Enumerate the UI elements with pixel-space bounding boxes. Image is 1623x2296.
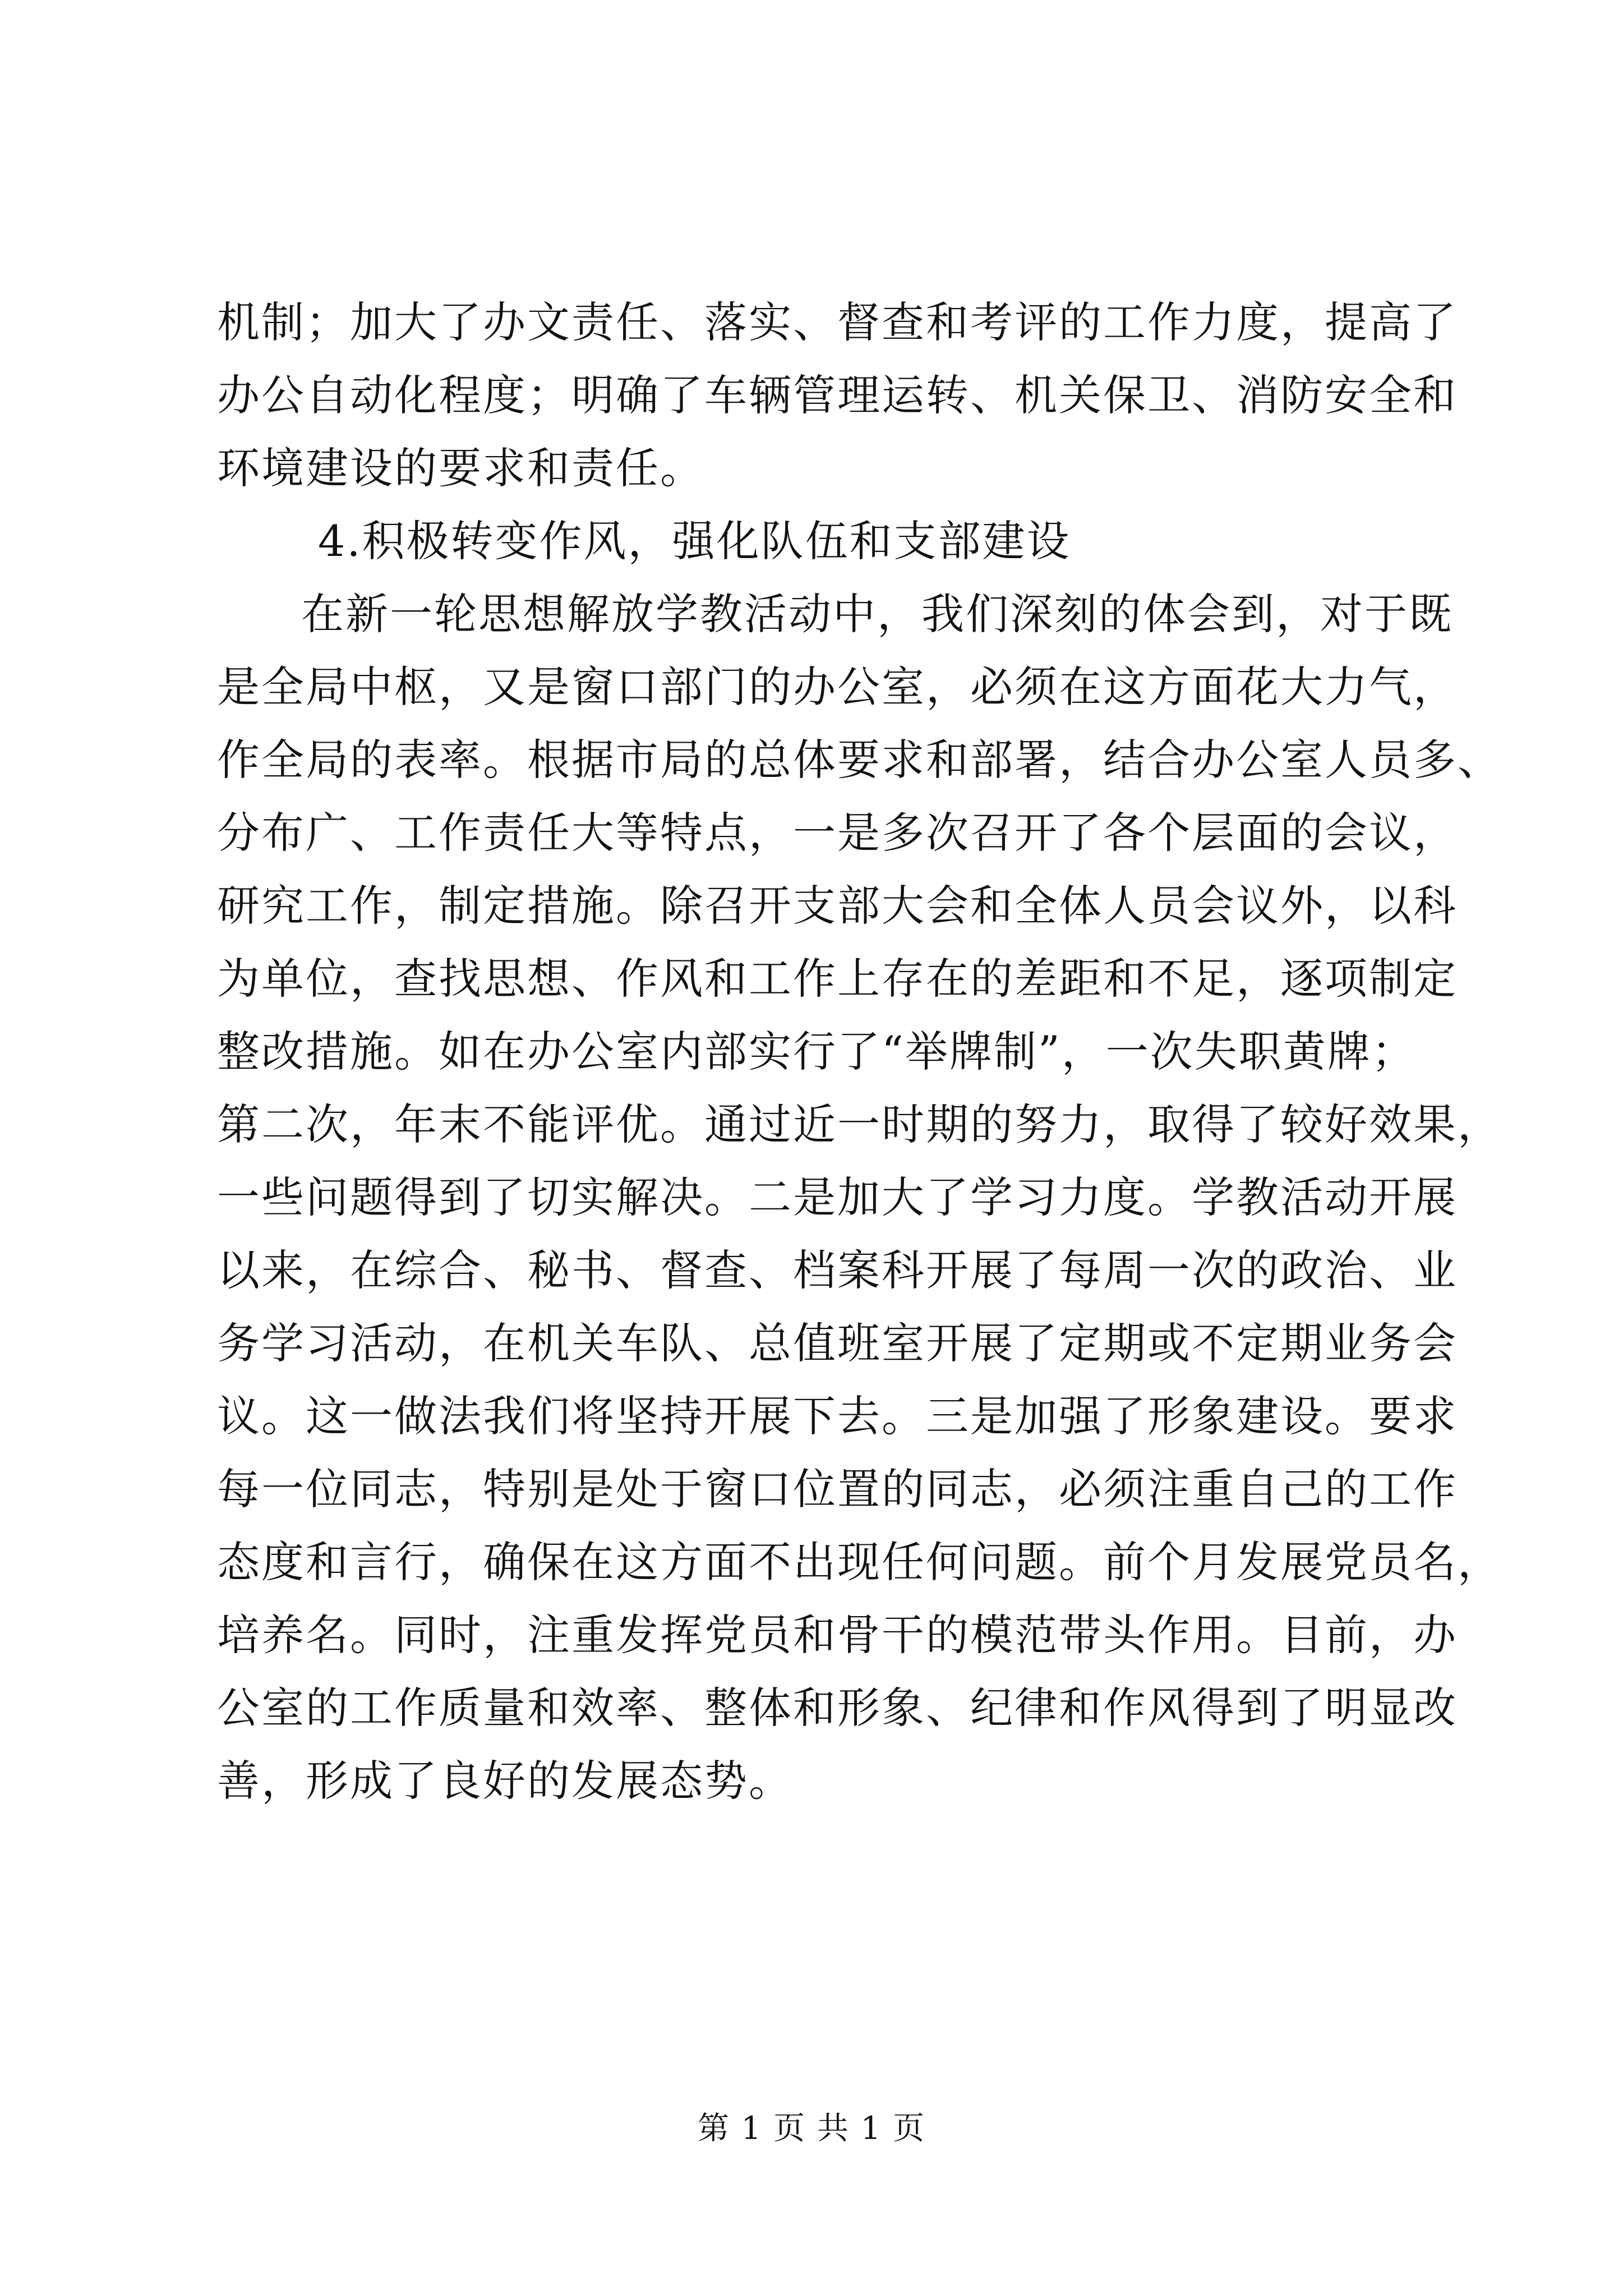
text-line: 一些问题得到了切实解决。二是加大了学习力度。学教活动开展 xyxy=(217,1172,1458,1222)
text-line: 议。这一做法我们将坚持开展下去。三是加强了形象建设。要求 xyxy=(217,1391,1458,1441)
paragraph-first-line: 在新一轮思想解放学教活动中，我们深刻的体会到，对于既 xyxy=(301,589,1453,639)
text-line: 务学习活动，在机关车队、总值班室开展了定期或不定期业务会 xyxy=(217,1318,1458,1368)
text-line: 整改措施。如在办公室内部实行了“举牌制”，一次失职黄牌； xyxy=(217,1027,1416,1076)
page-number-footer: 第 1 页 共 1 页 xyxy=(697,2110,926,2147)
section-heading: 4.积极转变作风，强化队伍和支部建设 xyxy=(318,516,1071,566)
text-line: 以来，在综合、秘书、督查、档案科开展了每周一次的政治、业 xyxy=(217,1245,1458,1295)
text-line: 公室的工作质量和效率、整体和形象、纪律和作风得到了明显改 xyxy=(217,1683,1458,1733)
text-line: 每一位同志，特别是处于窗口位置的同志，必须注重自己的工作 xyxy=(217,1464,1458,1514)
text-line: 第二次，年末不能评优。通过近一时期的努力，取得了较好效果， xyxy=(217,1099,1502,1149)
text-line: 是全局中枢，又是窗口部门的办公室，必须在这方面花大力气， xyxy=(217,662,1458,712)
text-line: 机制；加大了办文责任、落实、督查和考评的工作力度，提高了 xyxy=(217,297,1458,347)
text-line: 善，形成了良好的发展态势。 xyxy=(217,1756,793,1806)
text-line: 环境建设的要求和责任。 xyxy=(217,443,704,493)
text-line: 研究工作，制定措施。除召开支部大会和全体人员会议外，以科 xyxy=(217,881,1458,931)
text-line: 作全局的表率。根据市局的总体要求和部署，结合办公室人员多、 xyxy=(217,735,1502,785)
text-line: 为单位，查找思想、作风和工作上存在的差距和不足，逐项制定 xyxy=(217,954,1458,1004)
text-line: 办公自动化程度；明确了车辆管理运转、机关保卫、消防安全和 xyxy=(217,370,1458,420)
text-line: 分布广、工作责任大等特点，一是多次召开了各个层面的会议， xyxy=(217,808,1458,858)
text-line: 培养名。同时，注重发挥党员和骨干的模范带头作用。目前，办 xyxy=(217,1610,1458,1660)
text-line: 态度和言行，确保在这方面不出现任何问题。前个月发展党员名， xyxy=(217,1537,1502,1587)
document-body xyxy=(217,286,1502,1818)
